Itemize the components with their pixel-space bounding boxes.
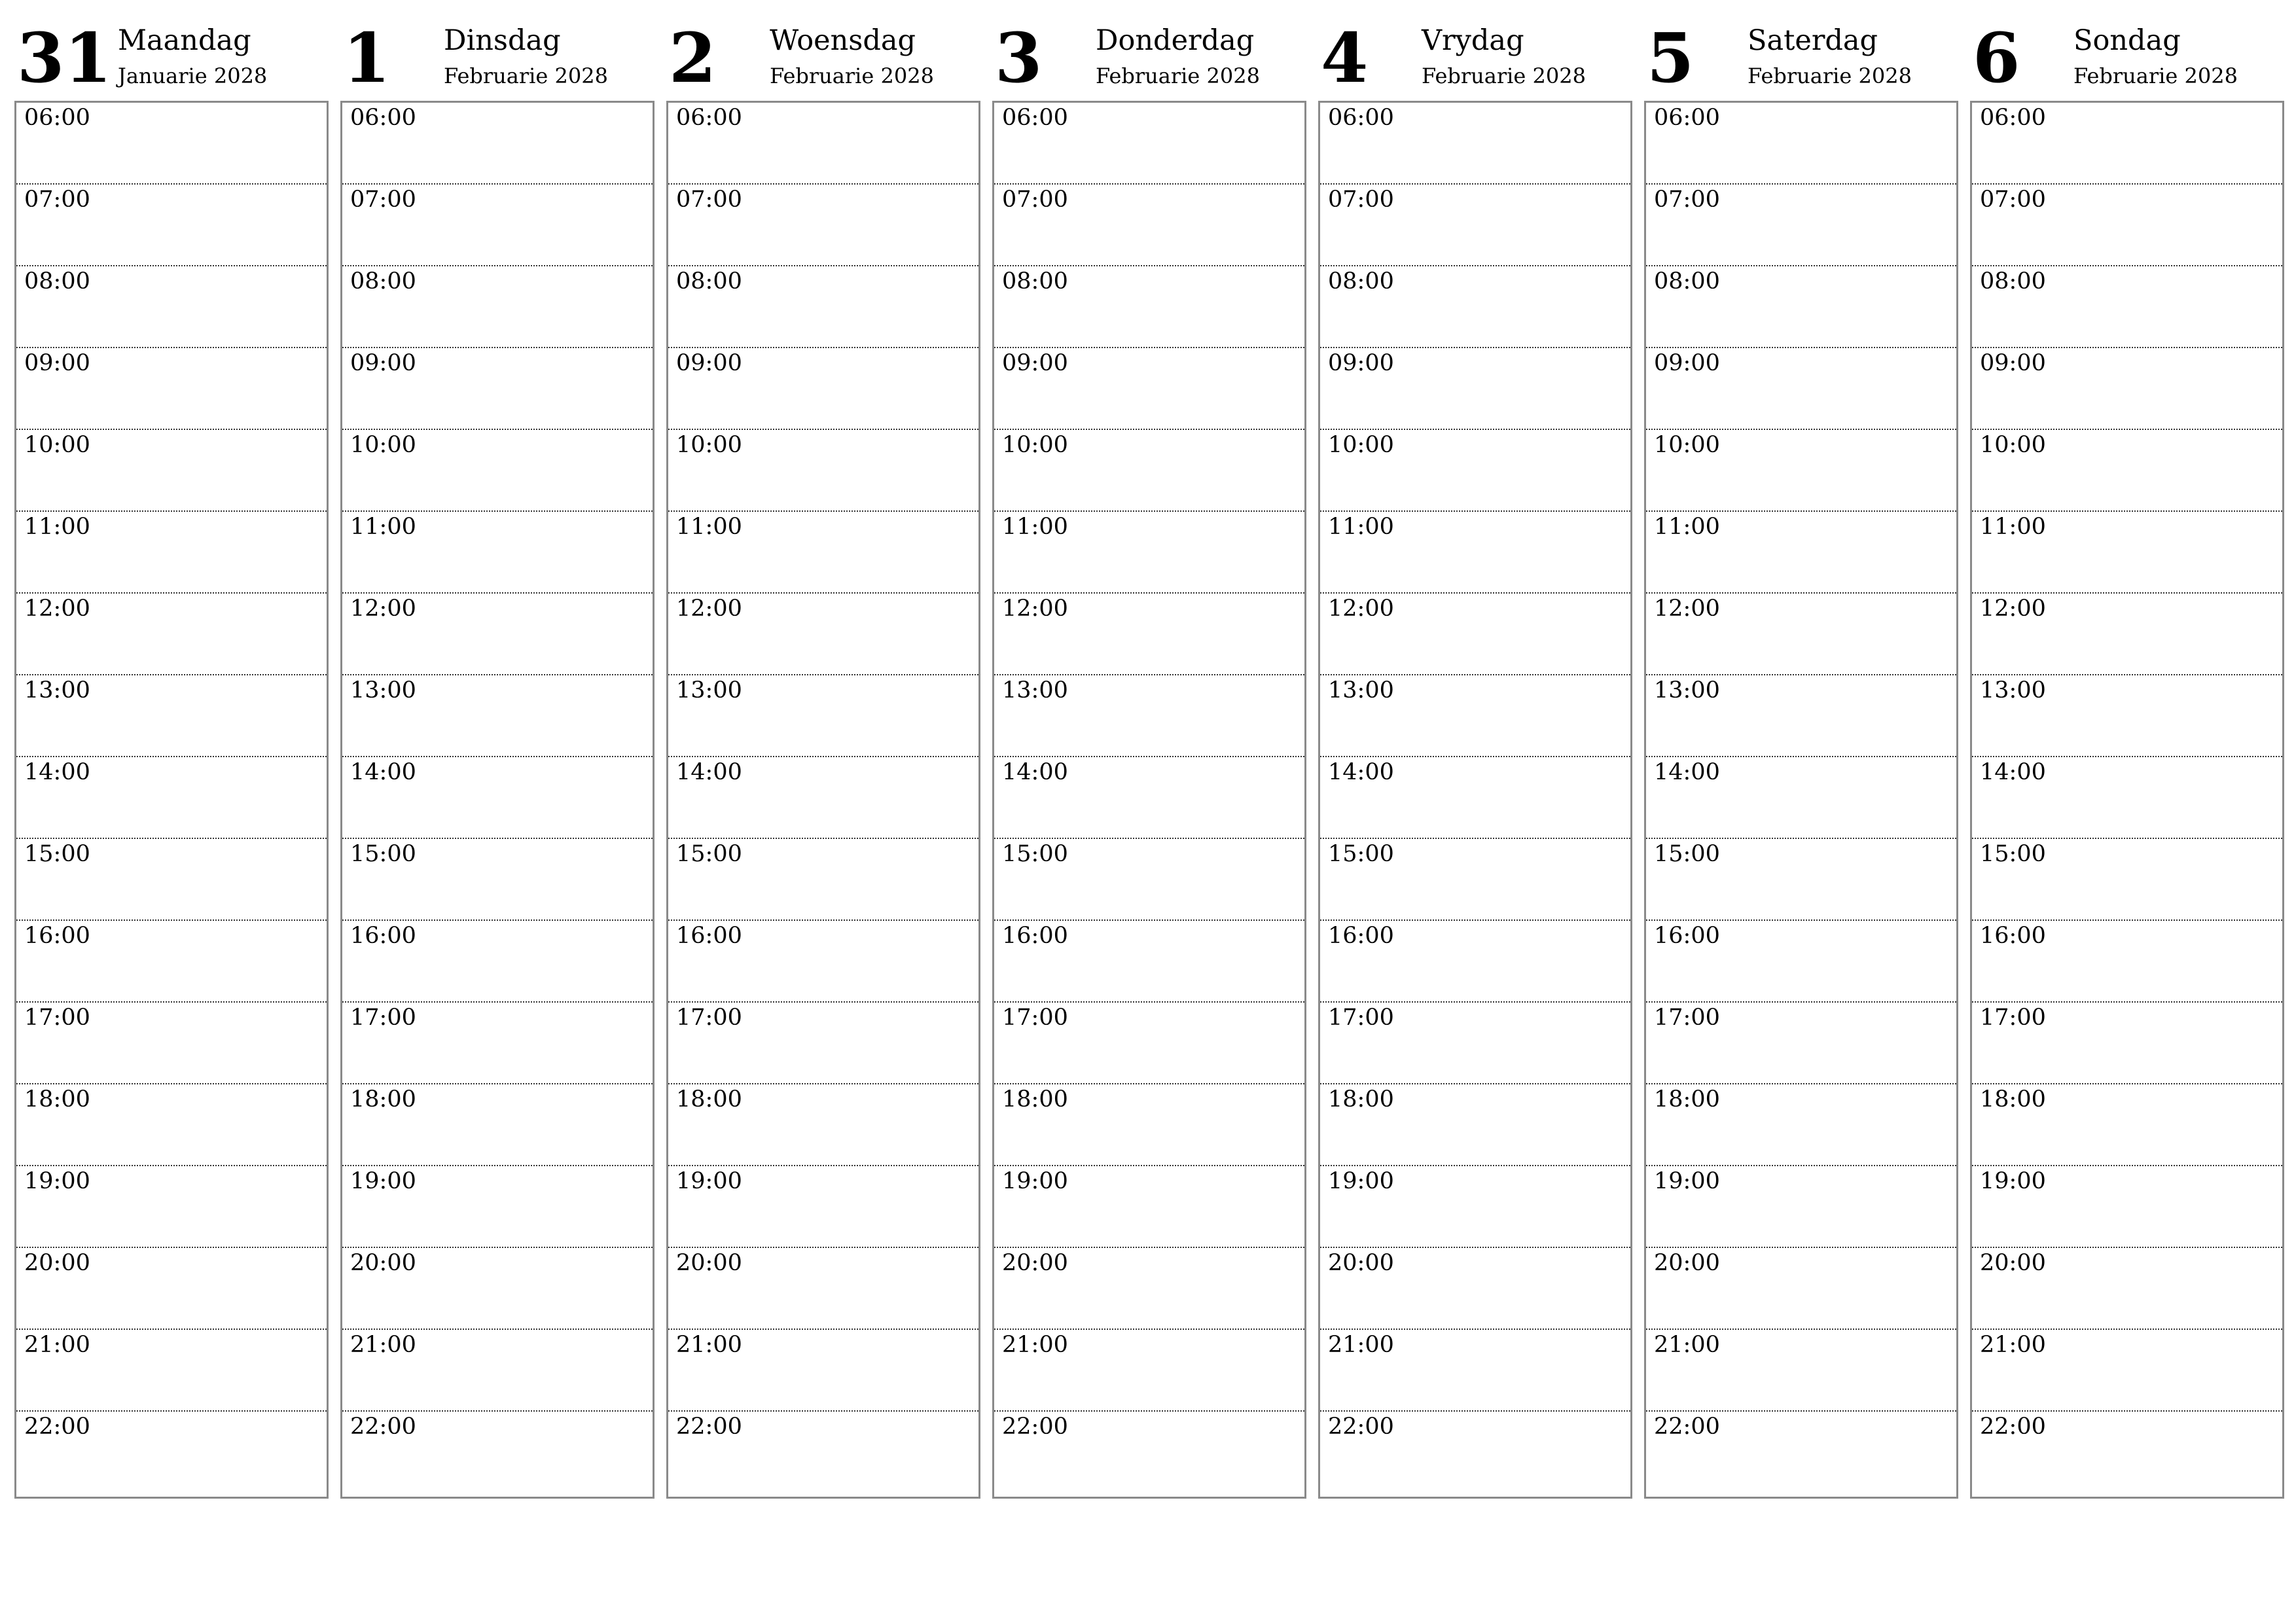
day-header bbox=[992, 17, 1305, 97]
time-label: 15:00 bbox=[24, 841, 90, 867]
time-label: 22:00 bbox=[1328, 1414, 1394, 1440]
day-number: 31 bbox=[17, 18, 112, 98]
time-slot[interactable] bbox=[1320, 921, 1630, 1003]
time-slot[interactable] bbox=[1320, 839, 1630, 921]
day-name: Maandag bbox=[118, 24, 251, 57]
time-slot[interactable] bbox=[994, 348, 1304, 430]
time-label: 07:00 bbox=[350, 187, 416, 213]
time-slot[interactable] bbox=[1320, 348, 1630, 430]
time-slot[interactable] bbox=[668, 266, 978, 348]
day-schedule-box bbox=[14, 101, 329, 1499]
time-slot[interactable] bbox=[1320, 1003, 1630, 1084]
time-label: 20:00 bbox=[24, 1250, 90, 1276]
time-slot[interactable] bbox=[16, 1003, 327, 1084]
time-slot[interactable] bbox=[1646, 185, 1956, 266]
time-slot[interactable] bbox=[994, 675, 1304, 757]
time-label: 14:00 bbox=[1002, 759, 1068, 785]
time-slot[interactable] bbox=[1646, 675, 1956, 757]
time-label: 13:00 bbox=[350, 677, 416, 704]
time-slot[interactable] bbox=[994, 430, 1304, 512]
time-slot[interactable] bbox=[16, 266, 327, 348]
time-slot[interactable] bbox=[342, 921, 653, 1003]
time-slot[interactable] bbox=[342, 348, 653, 430]
time-slot[interactable] bbox=[1320, 1166, 1630, 1248]
time-slot[interactable] bbox=[1972, 430, 2282, 512]
time-label: 12:00 bbox=[1002, 596, 1068, 622]
time-label: 15:00 bbox=[676, 841, 742, 867]
time-label: 07:00 bbox=[1328, 187, 1394, 213]
day-header bbox=[1318, 17, 1631, 97]
time-label: 19:00 bbox=[676, 1168, 742, 1194]
time-label: 14:00 bbox=[1654, 759, 1720, 785]
day-name: Woensdag bbox=[770, 24, 916, 57]
time-label: 11:00 bbox=[1328, 514, 1394, 540]
time-label: 11:00 bbox=[1654, 514, 1720, 540]
time-label: 14:00 bbox=[24, 759, 90, 785]
day-month-year: Februarie 2028 bbox=[1422, 63, 1586, 88]
time-slot[interactable] bbox=[994, 103, 1304, 185]
time-slot[interactable] bbox=[1972, 757, 2282, 839]
day-schedule-box bbox=[1644, 101, 1958, 1499]
time-label: 19:00 bbox=[1328, 1168, 1394, 1194]
time-slot[interactable] bbox=[668, 1084, 978, 1166]
day-header bbox=[1644, 17, 1957, 97]
time-label: 20:00 bbox=[350, 1250, 416, 1276]
time-label: 13:00 bbox=[1002, 677, 1068, 704]
time-label: 17:00 bbox=[350, 1005, 416, 1031]
time-slot[interactable] bbox=[1320, 757, 1630, 839]
day-column bbox=[1318, 17, 1631, 1499]
day-number: 5 bbox=[1647, 18, 1695, 98]
time-label: 19:00 bbox=[24, 1168, 90, 1194]
time-label: 12:00 bbox=[676, 596, 742, 622]
time-slot[interactable] bbox=[668, 103, 978, 185]
time-label: 06:00 bbox=[1980, 105, 2046, 131]
time-slot[interactable] bbox=[668, 1330, 978, 1412]
time-slot[interactable] bbox=[16, 1412, 327, 1493]
time-label: 13:00 bbox=[1328, 677, 1394, 704]
day-column bbox=[1970, 17, 2283, 1499]
time-label: 19:00 bbox=[350, 1168, 416, 1194]
day-schedule-box bbox=[992, 101, 1306, 1499]
time-label: 21:00 bbox=[350, 1332, 416, 1358]
day-column bbox=[14, 17, 327, 1499]
time-slot[interactable] bbox=[668, 348, 978, 430]
time-label: 06:00 bbox=[1002, 105, 1068, 131]
time-slot[interactable] bbox=[1646, 757, 1956, 839]
time-slot[interactable] bbox=[994, 839, 1304, 921]
time-slot[interactable] bbox=[342, 1248, 653, 1330]
time-label: 17:00 bbox=[1980, 1005, 2046, 1031]
time-label: 12:00 bbox=[24, 596, 90, 622]
time-label: 17:00 bbox=[1328, 1005, 1394, 1031]
time-slot[interactable] bbox=[1972, 839, 2282, 921]
time-slot[interactable] bbox=[1320, 266, 1630, 348]
time-label: 18:00 bbox=[350, 1086, 416, 1113]
time-slot[interactable] bbox=[668, 1166, 978, 1248]
time-slot[interactable] bbox=[1646, 1003, 1956, 1084]
time-slot[interactable] bbox=[1972, 675, 2282, 757]
time-label: 16:00 bbox=[1980, 923, 2046, 949]
time-slot[interactable] bbox=[342, 266, 653, 348]
time-slot[interactable] bbox=[1646, 839, 1956, 921]
time-label: 21:00 bbox=[1980, 1332, 2046, 1358]
time-label: 09:00 bbox=[1980, 350, 2046, 376]
time-label: 08:00 bbox=[1328, 268, 1394, 294]
time-slot[interactable] bbox=[342, 839, 653, 921]
time-slot[interactable] bbox=[16, 921, 327, 1003]
time-label: 09:00 bbox=[1002, 350, 1068, 376]
time-label: 20:00 bbox=[1980, 1250, 2046, 1276]
time-slot[interactable] bbox=[1972, 512, 2282, 594]
time-slot[interactable] bbox=[1320, 1248, 1630, 1330]
time-label: 10:00 bbox=[1002, 432, 1068, 458]
time-slot[interactable] bbox=[1320, 512, 1630, 594]
day-month-year: Januarie 2028 bbox=[118, 63, 268, 88]
time-label: 13:00 bbox=[24, 677, 90, 704]
time-slot[interactable] bbox=[668, 1248, 978, 1330]
time-label: 21:00 bbox=[676, 1332, 742, 1358]
time-label: 14:00 bbox=[1980, 759, 2046, 785]
time-slot[interactable] bbox=[16, 675, 327, 757]
time-label: 08:00 bbox=[24, 268, 90, 294]
day-header bbox=[1970, 17, 2283, 97]
time-slot[interactable] bbox=[1646, 1330, 1956, 1412]
time-slot[interactable] bbox=[1320, 430, 1630, 512]
day-name: Saterdag bbox=[1748, 24, 1878, 57]
time-slot[interactable] bbox=[1972, 103, 2282, 185]
day-number: 2 bbox=[669, 18, 717, 98]
time-label: 19:00 bbox=[1980, 1168, 2046, 1194]
day-column bbox=[666, 17, 979, 1499]
time-label: 20:00 bbox=[1328, 1250, 1394, 1276]
time-label: 14:00 bbox=[350, 759, 416, 785]
time-label: 17:00 bbox=[24, 1005, 90, 1031]
time-slot[interactable] bbox=[994, 921, 1304, 1003]
time-label: 09:00 bbox=[350, 350, 416, 376]
time-slot[interactable] bbox=[668, 757, 978, 839]
time-label: 16:00 bbox=[24, 923, 90, 949]
time-label: 08:00 bbox=[676, 268, 742, 294]
time-slot[interactable] bbox=[668, 430, 978, 512]
time-slot[interactable] bbox=[342, 757, 653, 839]
time-label: 21:00 bbox=[1328, 1332, 1394, 1358]
day-month-year: Februarie 2028 bbox=[770, 63, 934, 88]
time-label: 12:00 bbox=[1328, 596, 1394, 622]
time-label: 22:00 bbox=[1980, 1414, 2046, 1440]
time-label: 22:00 bbox=[676, 1414, 742, 1440]
time-label: 22:00 bbox=[350, 1414, 416, 1440]
time-label: 08:00 bbox=[1980, 268, 2046, 294]
time-slot[interactable] bbox=[994, 1166, 1304, 1248]
time-slot[interactable] bbox=[1972, 266, 2282, 348]
time-label: 13:00 bbox=[1654, 677, 1720, 704]
time-slot[interactable] bbox=[994, 594, 1304, 675]
time-slot[interactable] bbox=[16, 103, 327, 185]
time-slot[interactable] bbox=[1320, 1412, 1630, 1493]
day-schedule-box bbox=[340, 101, 655, 1499]
time-slot[interactable] bbox=[1320, 594, 1630, 675]
time-label: 12:00 bbox=[1654, 596, 1720, 622]
time-label: 15:00 bbox=[350, 841, 416, 867]
time-label: 18:00 bbox=[1980, 1086, 2046, 1113]
time-label: 16:00 bbox=[350, 923, 416, 949]
time-label: 06:00 bbox=[676, 105, 742, 131]
time-label: 22:00 bbox=[1654, 1414, 1720, 1440]
time-slot[interactable] bbox=[16, 348, 327, 430]
time-slot[interactable] bbox=[16, 839, 327, 921]
time-label: 09:00 bbox=[676, 350, 742, 376]
time-label: 13:00 bbox=[676, 677, 742, 704]
time-label: 11:00 bbox=[350, 514, 416, 540]
time-label: 17:00 bbox=[676, 1005, 742, 1031]
time-label: 11:00 bbox=[1002, 514, 1068, 540]
time-label: 10:00 bbox=[350, 432, 416, 458]
time-slot[interactable] bbox=[16, 757, 327, 839]
time-label: 16:00 bbox=[1002, 923, 1068, 949]
time-slot[interactable] bbox=[1646, 1248, 1956, 1330]
time-label: 14:00 bbox=[1328, 759, 1394, 785]
day-number: 4 bbox=[1321, 18, 1369, 98]
time-slot[interactable] bbox=[1646, 1412, 1956, 1493]
time-slot[interactable] bbox=[1320, 675, 1630, 757]
time-slot[interactable] bbox=[668, 839, 978, 921]
day-name: Donderdag bbox=[1096, 24, 1255, 57]
time-label: 20:00 bbox=[1654, 1250, 1720, 1276]
time-slot[interactable] bbox=[342, 1412, 653, 1493]
time-label: 22:00 bbox=[24, 1414, 90, 1440]
time-label: 08:00 bbox=[1002, 268, 1068, 294]
time-slot[interactable] bbox=[1972, 185, 2282, 266]
day-schedule-box bbox=[1970, 101, 2284, 1499]
time-slot[interactable] bbox=[1320, 103, 1630, 185]
time-label: 21:00 bbox=[1654, 1332, 1720, 1358]
time-slot[interactable] bbox=[1646, 430, 1956, 512]
time-slot[interactable] bbox=[1646, 594, 1956, 675]
time-label: 08:00 bbox=[1654, 268, 1720, 294]
time-slot[interactable] bbox=[342, 1330, 653, 1412]
time-slot[interactable] bbox=[668, 921, 978, 1003]
time-label: 10:00 bbox=[24, 432, 90, 458]
time-slot[interactable] bbox=[994, 1412, 1304, 1493]
time-label: 15:00 bbox=[1654, 841, 1720, 867]
time-slot[interactable] bbox=[342, 1166, 653, 1248]
time-label: 15:00 bbox=[1002, 841, 1068, 867]
day-header bbox=[666, 17, 979, 97]
time-label: 10:00 bbox=[676, 432, 742, 458]
time-label: 11:00 bbox=[676, 514, 742, 540]
time-slot[interactable] bbox=[342, 1084, 653, 1166]
time-slot[interactable] bbox=[994, 266, 1304, 348]
time-label: 20:00 bbox=[1002, 1250, 1068, 1276]
day-header bbox=[340, 17, 653, 97]
time-slot[interactable] bbox=[1972, 1412, 2282, 1493]
time-label: 06:00 bbox=[24, 105, 90, 131]
time-label: 07:00 bbox=[24, 187, 90, 213]
day-month-year: Februarie 2028 bbox=[1748, 63, 1912, 88]
time-label: 18:00 bbox=[24, 1086, 90, 1113]
time-label: 15:00 bbox=[1328, 841, 1394, 867]
time-slot[interactable] bbox=[1646, 1166, 1956, 1248]
time-label: 07:00 bbox=[1654, 187, 1720, 213]
day-schedule-box bbox=[1318, 101, 1632, 1499]
time-label: 10:00 bbox=[1328, 432, 1394, 458]
time-slot[interactable] bbox=[994, 757, 1304, 839]
time-slot[interactable] bbox=[668, 594, 978, 675]
time-slot[interactable] bbox=[342, 512, 653, 594]
day-name: Dinsdag bbox=[444, 24, 561, 57]
time-slot[interactable] bbox=[1972, 1084, 2282, 1166]
time-slot[interactable] bbox=[16, 1330, 327, 1412]
time-slot[interactable] bbox=[994, 1248, 1304, 1330]
time-slot[interactable] bbox=[1320, 185, 1630, 266]
time-label: 07:00 bbox=[1980, 187, 2046, 213]
time-label: 16:00 bbox=[676, 923, 742, 949]
time-slot[interactable] bbox=[1646, 103, 1956, 185]
time-label: 11:00 bbox=[24, 514, 90, 540]
time-label: 17:00 bbox=[1654, 1005, 1720, 1031]
time-slot[interactable] bbox=[1320, 1084, 1630, 1166]
time-label: 06:00 bbox=[350, 105, 416, 131]
time-label: 18:00 bbox=[676, 1086, 742, 1113]
time-label: 07:00 bbox=[1002, 187, 1068, 213]
day-number: 1 bbox=[343, 18, 391, 98]
time-label: 08:00 bbox=[350, 268, 416, 294]
time-slot[interactable] bbox=[16, 1166, 327, 1248]
time-slot[interactable] bbox=[16, 512, 327, 594]
time-slot[interactable] bbox=[16, 1248, 327, 1330]
time-slot[interactable] bbox=[994, 185, 1304, 266]
time-slot[interactable] bbox=[1646, 921, 1956, 1003]
time-slot[interactable] bbox=[1646, 1084, 1956, 1166]
time-slot[interactable] bbox=[342, 594, 653, 675]
time-slot[interactable] bbox=[342, 430, 653, 512]
day-column bbox=[992, 17, 1305, 1499]
time-label: 15:00 bbox=[1980, 841, 2046, 867]
time-label: 21:00 bbox=[1002, 1332, 1068, 1358]
time-slot[interactable] bbox=[16, 430, 327, 512]
day-name: Sondag bbox=[2073, 24, 2181, 57]
day-name: Vrydag bbox=[1422, 24, 1524, 57]
time-label: 09:00 bbox=[1654, 350, 1720, 376]
time-slot[interactable] bbox=[1320, 1330, 1630, 1412]
time-slot[interactable] bbox=[1972, 1248, 2282, 1330]
time-slot[interactable] bbox=[1972, 1330, 2282, 1412]
time-label: 18:00 bbox=[1654, 1086, 1720, 1113]
day-number: 3 bbox=[995, 18, 1043, 98]
time-label: 13:00 bbox=[1980, 677, 2046, 704]
time-label: 18:00 bbox=[1328, 1086, 1394, 1113]
day-number: 6 bbox=[1973, 18, 2020, 98]
time-label: 09:00 bbox=[24, 350, 90, 376]
time-label: 16:00 bbox=[1654, 923, 1720, 949]
time-slot[interactable] bbox=[342, 675, 653, 757]
time-slot[interactable] bbox=[1972, 348, 2282, 430]
weekly-planner bbox=[14, 17, 2283, 1499]
time-slot[interactable] bbox=[1972, 1003, 2282, 1084]
day-month-year: Februarie 2028 bbox=[444, 63, 608, 88]
time-label: 20:00 bbox=[676, 1250, 742, 1276]
time-slot[interactable] bbox=[1646, 512, 1956, 594]
time-slot[interactable] bbox=[994, 1084, 1304, 1166]
day-month-year: Februarie 2028 bbox=[2073, 63, 2238, 88]
time-slot[interactable] bbox=[16, 594, 327, 675]
time-label: 06:00 bbox=[1328, 105, 1394, 131]
day-schedule-box bbox=[666, 101, 980, 1499]
time-label: 18:00 bbox=[1002, 1086, 1068, 1113]
time-label: 12:00 bbox=[1980, 596, 2046, 622]
time-slot[interactable] bbox=[668, 185, 978, 266]
day-column bbox=[1644, 17, 1957, 1499]
time-label: 07:00 bbox=[676, 187, 742, 213]
time-slot[interactable] bbox=[1972, 594, 2282, 675]
time-slot[interactable] bbox=[342, 103, 653, 185]
time-slot[interactable] bbox=[342, 1003, 653, 1084]
time-label: 21:00 bbox=[24, 1332, 90, 1358]
time-label: 22:00 bbox=[1002, 1414, 1068, 1440]
time-label: 19:00 bbox=[1654, 1168, 1720, 1194]
time-label: 09:00 bbox=[1328, 350, 1394, 376]
time-slot[interactable] bbox=[342, 185, 653, 266]
time-label: 10:00 bbox=[1654, 432, 1720, 458]
day-month-year: Februarie 2028 bbox=[1096, 63, 1260, 88]
time-label: 17:00 bbox=[1002, 1005, 1068, 1031]
time-slot[interactable] bbox=[16, 1084, 327, 1166]
time-label: 06:00 bbox=[1654, 105, 1720, 131]
time-slot[interactable] bbox=[1972, 1166, 2282, 1248]
time-label: 14:00 bbox=[676, 759, 742, 785]
time-label: 10:00 bbox=[1980, 432, 2046, 458]
time-slot[interactable] bbox=[668, 512, 978, 594]
time-label: 11:00 bbox=[1980, 514, 2046, 540]
day-header bbox=[14, 17, 327, 97]
day-column bbox=[340, 17, 653, 1499]
time-slot[interactable] bbox=[16, 185, 327, 266]
time-label: 12:00 bbox=[350, 596, 416, 622]
time-slot[interactable] bbox=[1646, 266, 1956, 348]
time-slot[interactable] bbox=[668, 1003, 978, 1084]
time-slot[interactable] bbox=[994, 1003, 1304, 1084]
time-slot[interactable] bbox=[994, 1330, 1304, 1412]
time-label: 19:00 bbox=[1002, 1168, 1068, 1194]
time-slot[interactable] bbox=[1646, 348, 1956, 430]
time-label: 16:00 bbox=[1328, 923, 1394, 949]
time-slot[interactable] bbox=[994, 512, 1304, 594]
time-slot[interactable] bbox=[668, 675, 978, 757]
time-slot[interactable] bbox=[668, 1412, 978, 1493]
time-slot[interactable] bbox=[1972, 921, 2282, 1003]
